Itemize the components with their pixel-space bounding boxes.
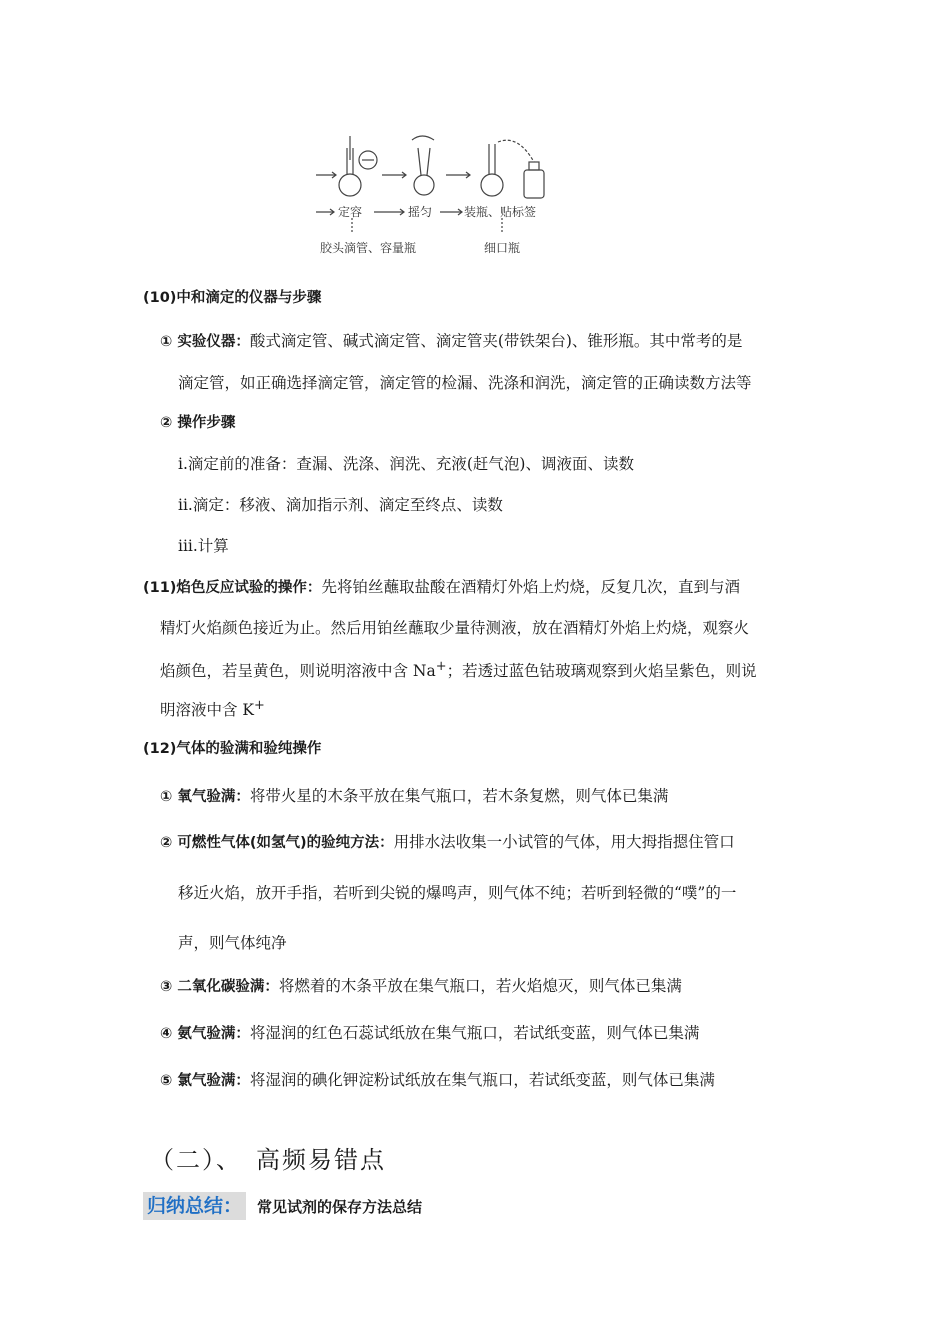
sec12-co2-text: 将燃着的木条平放在集气瓶口，若火焰熄灭，则气体已集满 [278, 977, 682, 995]
sec12-nh3-label: ④ 氨气验满： [160, 1026, 250, 1042]
sec11-label: (11)焰色反应试验的操作： [143, 580, 322, 596]
sec11-sup2: + [254, 698, 265, 713]
sec10-item1-label: ① 实验仪器： [160, 334, 250, 350]
sec12-nh3 [160, 1022, 699, 1045]
sec10-step3: iii.计算 [178, 537, 229, 555]
figure-tool1: 胶头滴管、容量瓶 [320, 241, 417, 255]
sec11-text3b: ；若透过蓝色钴玻璃观察到火焰呈紫色，则说 [446, 662, 757, 681]
figure-step2: 摇匀 [408, 205, 433, 219]
sec12-h2-text2: 移近火焰，放开手指，若听到尖锐的爆鸣声，则气体不纯；若听到轻微的“噗”的一 [178, 884, 737, 902]
sec11-text3a: 焰颜色，若呈黄色，则说明溶液中含 Na [160, 662, 436, 681]
sec11-line1 [143, 576, 740, 599]
sec11-text4: 明溶液中含 K [160, 701, 255, 720]
sec12-co2 [160, 975, 682, 998]
sec11-text1: 先将铂丝蘸取盐酸在酒精灯外焰上灼烧，反复几次，直到与酒 [321, 578, 740, 596]
procedure-figure [312, 130, 552, 260]
sec10-item1-text2: 滴定管，如正确选择滴定管，滴定管的检漏、洗涤和润洗，滴定管的正确读数方法等 [178, 374, 752, 392]
sec12-h2-label: ② 可燃性气体(如氢气)的验纯方法： [160, 835, 394, 851]
sec11-line4 [160, 695, 265, 721]
sec12-cl2-text: 将湿润的碘化钾淀粉试纸放在集气瓶口，若试纸变蓝，则气体已集满 [249, 1071, 715, 1089]
sec12-nh3-text: 将湿润的红色石蕊试纸放在集气瓶口，若试纸变蓝，则气体已集满 [249, 1024, 700, 1042]
sec10-item1-text: 酸式滴定管、碱式滴定管、滴定管夹(带铁架台)、锥形瓶。其中常考的是 [249, 332, 743, 350]
sec12-o2-label: ① 氧气验满： [160, 789, 250, 805]
figure-tool2: 细口瓶 [484, 241, 521, 255]
sec12-o2-text: 将带火星的木条平放在集气瓶口，若木条复燃，则气体已集满 [249, 787, 669, 805]
sec12-h2-text1: 用排水法收集一小试管的气体，用大拇指摁住管口 [393, 833, 735, 851]
summary-label: 归纳总结： [143, 1192, 246, 1220]
sec12-h2-text3: 声，则气体纯净 [178, 934, 287, 952]
section2-title: （二）、 高频易错点 [150, 1146, 386, 1174]
sec12-co2-label: ③ 二氧化碳验满： [160, 979, 279, 995]
sec12-cl2 [160, 1069, 715, 1092]
sec10-item2-label: ② 操作步骤 [160, 415, 236, 431]
sec10-step1: i.滴定前的准备：查漏、洗涤、润洗、充液(赶气泡)、调液面、读数 [178, 455, 634, 473]
summary-title: 常见试剂的保存方法总结 [257, 1198, 423, 1216]
figure-step3: 装瓶、贴标签 [464, 205, 537, 219]
sec12-o2 [160, 785, 668, 808]
sec12-title: (12)气体的验满和验纯操作 [143, 741, 322, 757]
sec12-cl2-label: ⑤ 氯气验满： [160, 1073, 250, 1089]
sec11-line2: 精灯火焰颜色接近为止。然后用铂丝蘸取少量待测液，放在酒精灯外焰上灼烧，观察火 [160, 619, 750, 637]
figure-step1: 定容 [338, 205, 363, 219]
sec10-step2: ii.滴定：移液、滴加指示剂、滴定至终点、读数 [178, 496, 503, 514]
sec11-line3 [160, 656, 757, 682]
sec10-item1 [160, 330, 742, 353]
sec11-sup1: + [435, 659, 447, 674]
sec10-title: (10)中和滴定的仪器与步骤 [143, 290, 322, 306]
sec12-h2 [160, 831, 735, 854]
